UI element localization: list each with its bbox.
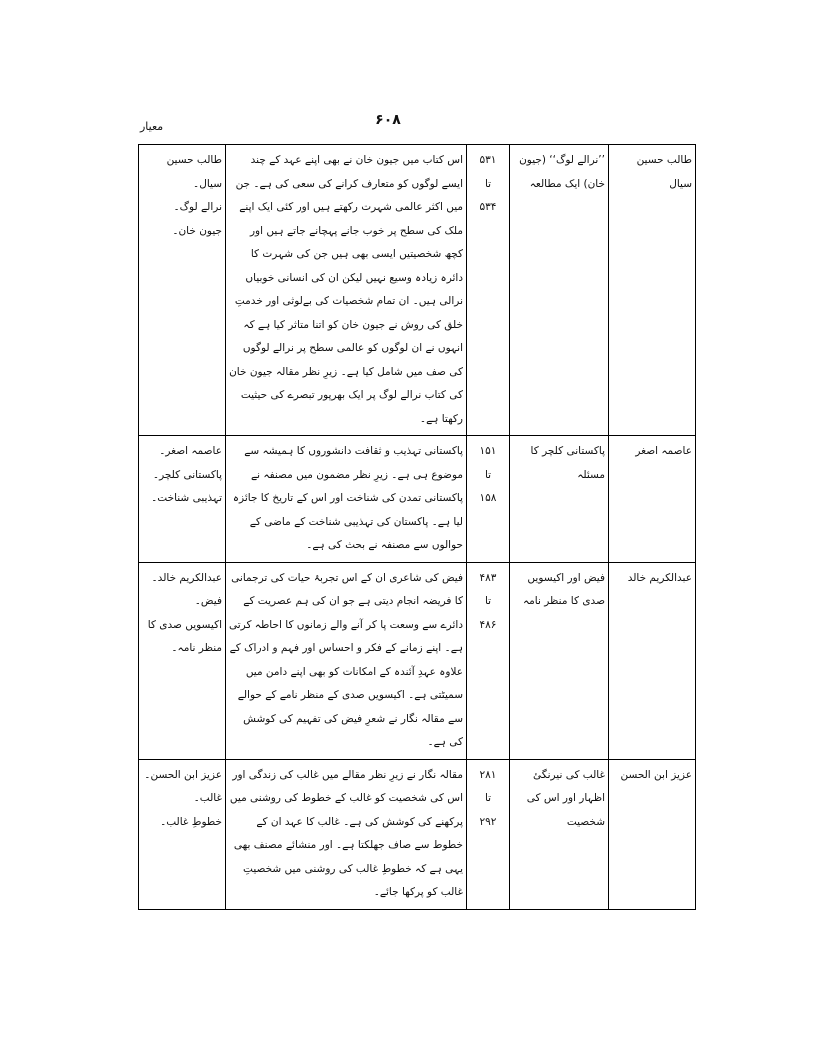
page-start: ۱۵۱ bbox=[479, 445, 497, 457]
keyword: عاصمہ اصغر۔ bbox=[159, 445, 222, 457]
pages-cell bbox=[467, 436, 510, 563]
index-table bbox=[138, 144, 696, 910]
page-end: ۱۵۸ bbox=[479, 492, 497, 504]
title-cell: فیض اور اکیسویں صدی کا منظر نامہ bbox=[510, 562, 609, 759]
author-cell: عبدالکریم خالد bbox=[609, 562, 696, 759]
page-start: ۲۸۱ bbox=[479, 768, 497, 781]
keywords-cell bbox=[139, 145, 226, 436]
keywords-cell bbox=[139, 759, 226, 909]
page-range-separator: تا bbox=[484, 177, 492, 190]
title-cell: پاکستانی کلچر کا مسئلہ bbox=[510, 436, 609, 563]
pages-cell bbox=[467, 145, 510, 436]
summary-cell: مقالہ نگار نے زیرِ نظر مقالے میں غالب کی زندگی اور اس کی شخصیت کو غالب کے خطوط کی روشنی میں پرکھنے کی کوشش کی ہے۔ غالب کا عہد ان کے خطوط سے صاف جھلکتا ہے۔ اور منشائے مصنف بھی یہی ہے کہ خطوطِ غالب کی روشنی میں شخصیتِ غالب کو پرکھا جائے۔ bbox=[226, 759, 467, 909]
title-cell: غالب کی نیرنگئ اظہار اور اس کی شخصیت bbox=[510, 759, 609, 909]
keyword: خطوطِ غالب۔ bbox=[160, 815, 222, 828]
pages-cell bbox=[467, 759, 510, 909]
author-cell: طالب حسین سیال bbox=[609, 145, 696, 436]
author-cell: عاصمہ اصغر bbox=[609, 436, 696, 563]
summary-cell: اس کتاب میں جیون خان نے بھی اپنے عہد کے چند ایسے لوگوں کو متعارف کرانے کی سعی کی ہے۔ جن میں اکثر عالمی شہرت رکھتے ہیں اور کئی ایک اپنے ملک کی سطح پر خوب جانے پہچانے جاتے ہیں اور کچھ شخصیتیں ایسی بھی ہیں جن کی شہرت کا دائرہ زیادہ وسیع نہیں لیکن ان کی انسانی خوبیاں نرالی ہیں۔ ان تمام شخصیات کی بےلوثی اور خدمتِ خلق کی روش نے جیون خان کو اتنا متاثر کیا ہے کہ انہوں نے ان لوگوں کو عالمی سطح پر نرالے لوگوں کی صف میں شامل کیا ہے۔ زیرِ نظر مقالہ جیون خان کی کتاب نرالے لوگ پر ایک بھرپور تبصرے کی حیثیت رکھتا ہے۔ bbox=[226, 145, 467, 436]
page-start: ۵۳۱ bbox=[479, 154, 497, 166]
table-row bbox=[139, 436, 696, 563]
author-cell: عزیز ابن الحسن bbox=[609, 759, 696, 909]
table-row bbox=[139, 145, 696, 436]
summary-cell: فیض کی شاعری ان کے اس تجربۂ حیات کی ترجمانی کا فریضہ انجام دیتی ہے جو ان کی ہم عصریت کے دائرے سے وسعت پا کر آنے والے زمانوں کا احاطہ کرتی ہے۔ اپنے زمانے کے فکر و احساس اور فہم و ادراک کے علاوہ عہدِ آئندہ کے امکانات کو بھی اپنے دامن میں سمیٹتی ہے۔ اکیسویں صدی کے منظر نامے کے حوالے سے مقالہ نگار نے شعرِ فیض کی تفہیم کی کوشش کی ہے۔ bbox=[226, 562, 467, 759]
page-number: ۶۰۸ bbox=[375, 112, 401, 128]
keyword: پاکستانی کلچر۔ bbox=[152, 468, 222, 481]
page-start: ۴۸۳ bbox=[479, 571, 497, 584]
keyword: نرالے لوگ۔ bbox=[173, 201, 222, 213]
page-range-separator: تا bbox=[484, 468, 492, 481]
keyword: عزیز ابن الحسن۔ bbox=[144, 768, 222, 781]
table-row bbox=[139, 562, 696, 759]
keywords-cell bbox=[139, 436, 226, 563]
page-range-separator: تا bbox=[484, 792, 492, 804]
keyword: تہذیبی شناخت۔ bbox=[151, 492, 222, 504]
page-end: ۲۹۲ bbox=[479, 815, 497, 828]
running-header: معیار bbox=[140, 120, 164, 133]
pages-cell bbox=[467, 562, 510, 759]
summary-cell: پاکستانی تہذیب و ثقافت دانشوروں کا ہمیشہ سے موضوع ہی ہے۔ زیرِ نظر مضمون میں مصنفہ نے پاکستانی تمدن کی شناخت اور اس کے تاریخ کا جائزہ لیا ہے۔ پاکستان کی تہذیبی شناخت کے ماضی کے حوالوں سے مصنفہ نے بحث کی ہے۔ bbox=[226, 436, 467, 563]
title-cell: ’’نرالے لوگ‘‘ (جیون خان) ایک مطالعہ bbox=[510, 145, 609, 436]
keywords-cell bbox=[139, 562, 226, 759]
page-end: ۴۸۶ bbox=[479, 618, 497, 631]
table-row bbox=[139, 759, 696, 909]
keyword: منظر نامہ۔ bbox=[171, 642, 222, 654]
keyword: جیون خان۔ bbox=[172, 224, 222, 237]
page-range-separator: تا bbox=[484, 595, 492, 607]
page-end: ۵۳۴ bbox=[479, 201, 497, 213]
keyword: عبدالکریم خالد۔ bbox=[151, 571, 222, 584]
keyword: فیض۔ bbox=[194, 595, 222, 607]
keyword: غالب۔ bbox=[193, 792, 222, 804]
keyword: اکیسویں صدی کا bbox=[147, 618, 222, 631]
keyword: سیال۔ bbox=[193, 177, 222, 190]
keyword: طالب حسین bbox=[166, 154, 222, 166]
